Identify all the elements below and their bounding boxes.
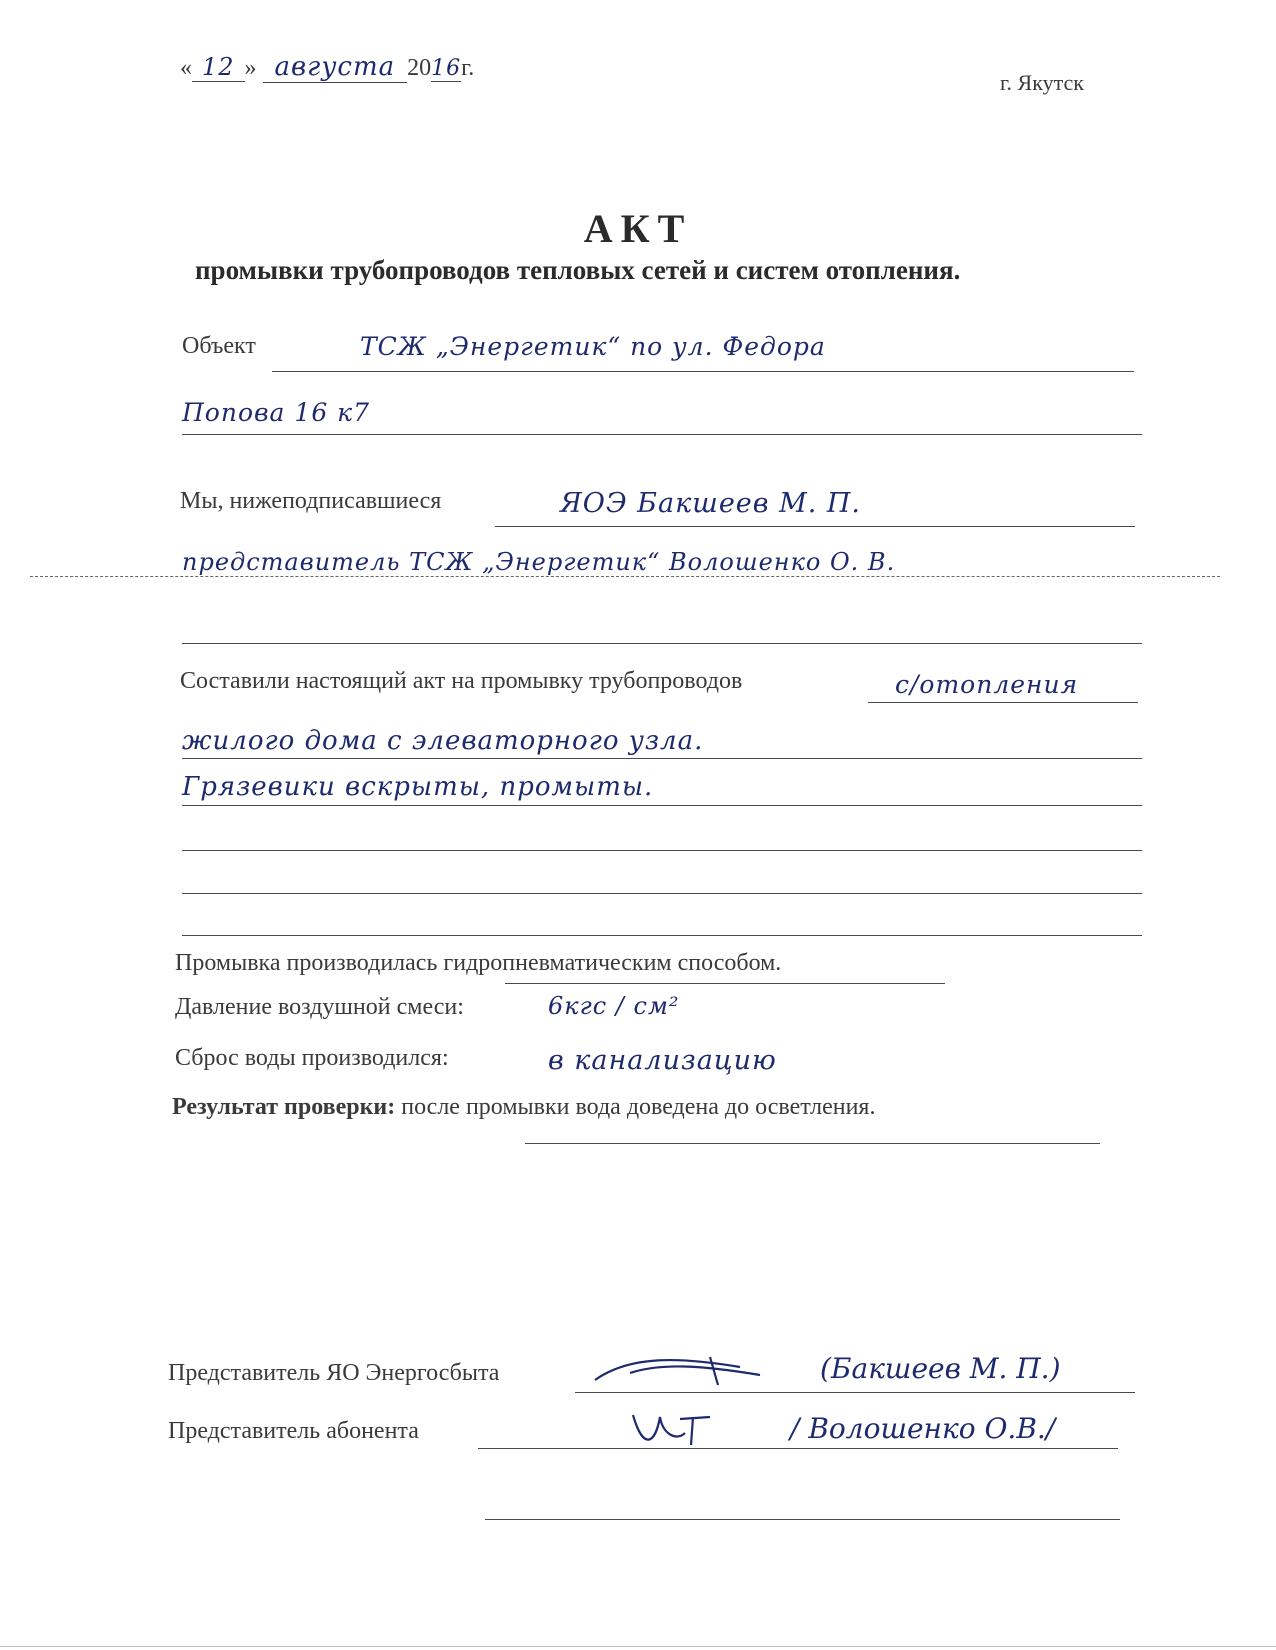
energosbyt-label: Представитель ЯО Энергосбыта bbox=[168, 1360, 500, 1386]
date-year-prefix: 20 bbox=[407, 55, 432, 81]
document-subtitle: промывки трубопроводов тепловых сетей и систем отопления. bbox=[195, 255, 961, 285]
object-label: Объект bbox=[182, 333, 256, 359]
date-day: 12 bbox=[192, 53, 245, 82]
compiled-line2: жилого дома с элеваторного узла. bbox=[182, 726, 704, 756]
result-text: после промывки вода доведена до осветления. bbox=[401, 1094, 876, 1120]
undersigned-label: Мы, нижеподписавшиеся bbox=[180, 488, 442, 514]
compiled-line1: с/отопления bbox=[895, 670, 1079, 699]
method-text: Промывка производилась гидропневматическим способом. bbox=[175, 950, 782, 976]
energosbyt-signature bbox=[590, 1345, 770, 1395]
date-close-quote: » bbox=[244, 55, 257, 81]
subscriber-label: Представитель абонента bbox=[168, 1418, 419, 1444]
object-line1: ТСЖ „Энергетик“ по ул. Федора bbox=[360, 332, 826, 361]
compiled-line3: Грязевики вскрыты, промыты. bbox=[182, 772, 654, 802]
energosbyt-name: (Бакшеев М. П.) bbox=[820, 1352, 1061, 1385]
date-month: августа bbox=[263, 52, 408, 83]
date-year-suffix: 16 bbox=[431, 56, 462, 81]
document-title: АКТ bbox=[583, 206, 693, 251]
undersigned-line1: ЯОЭ Бакшеев М. П. bbox=[560, 488, 862, 519]
compiled-label: Составили настоящий акт на промывку трубопроводов bbox=[180, 668, 743, 694]
date-year-unit: г. bbox=[461, 55, 475, 81]
date bbox=[180, 52, 474, 82]
city: г. Якутск bbox=[1000, 70, 1084, 95]
subscriber-signature bbox=[625, 1405, 715, 1453]
undersigned-line2: представитель ТСЖ „Энергетик“ Волошенко О. В. bbox=[182, 548, 896, 576]
object-line2: Попова 16 к7 bbox=[182, 398, 371, 427]
discharge-value: в канализацию bbox=[548, 1045, 777, 1076]
result-label: Результат проверки: bbox=[172, 1094, 396, 1120]
subscriber-name: / Волошенко О.В./ bbox=[790, 1412, 1056, 1445]
pressure-label: Давление воздушной смеси: bbox=[175, 994, 464, 1020]
pressure-value: 6кгс / см² bbox=[548, 992, 680, 1020]
result-row bbox=[172, 1094, 875, 1121]
date-open-quote: « bbox=[180, 55, 192, 81]
discharge-label: Сброс воды производился: bbox=[175, 1045, 449, 1071]
